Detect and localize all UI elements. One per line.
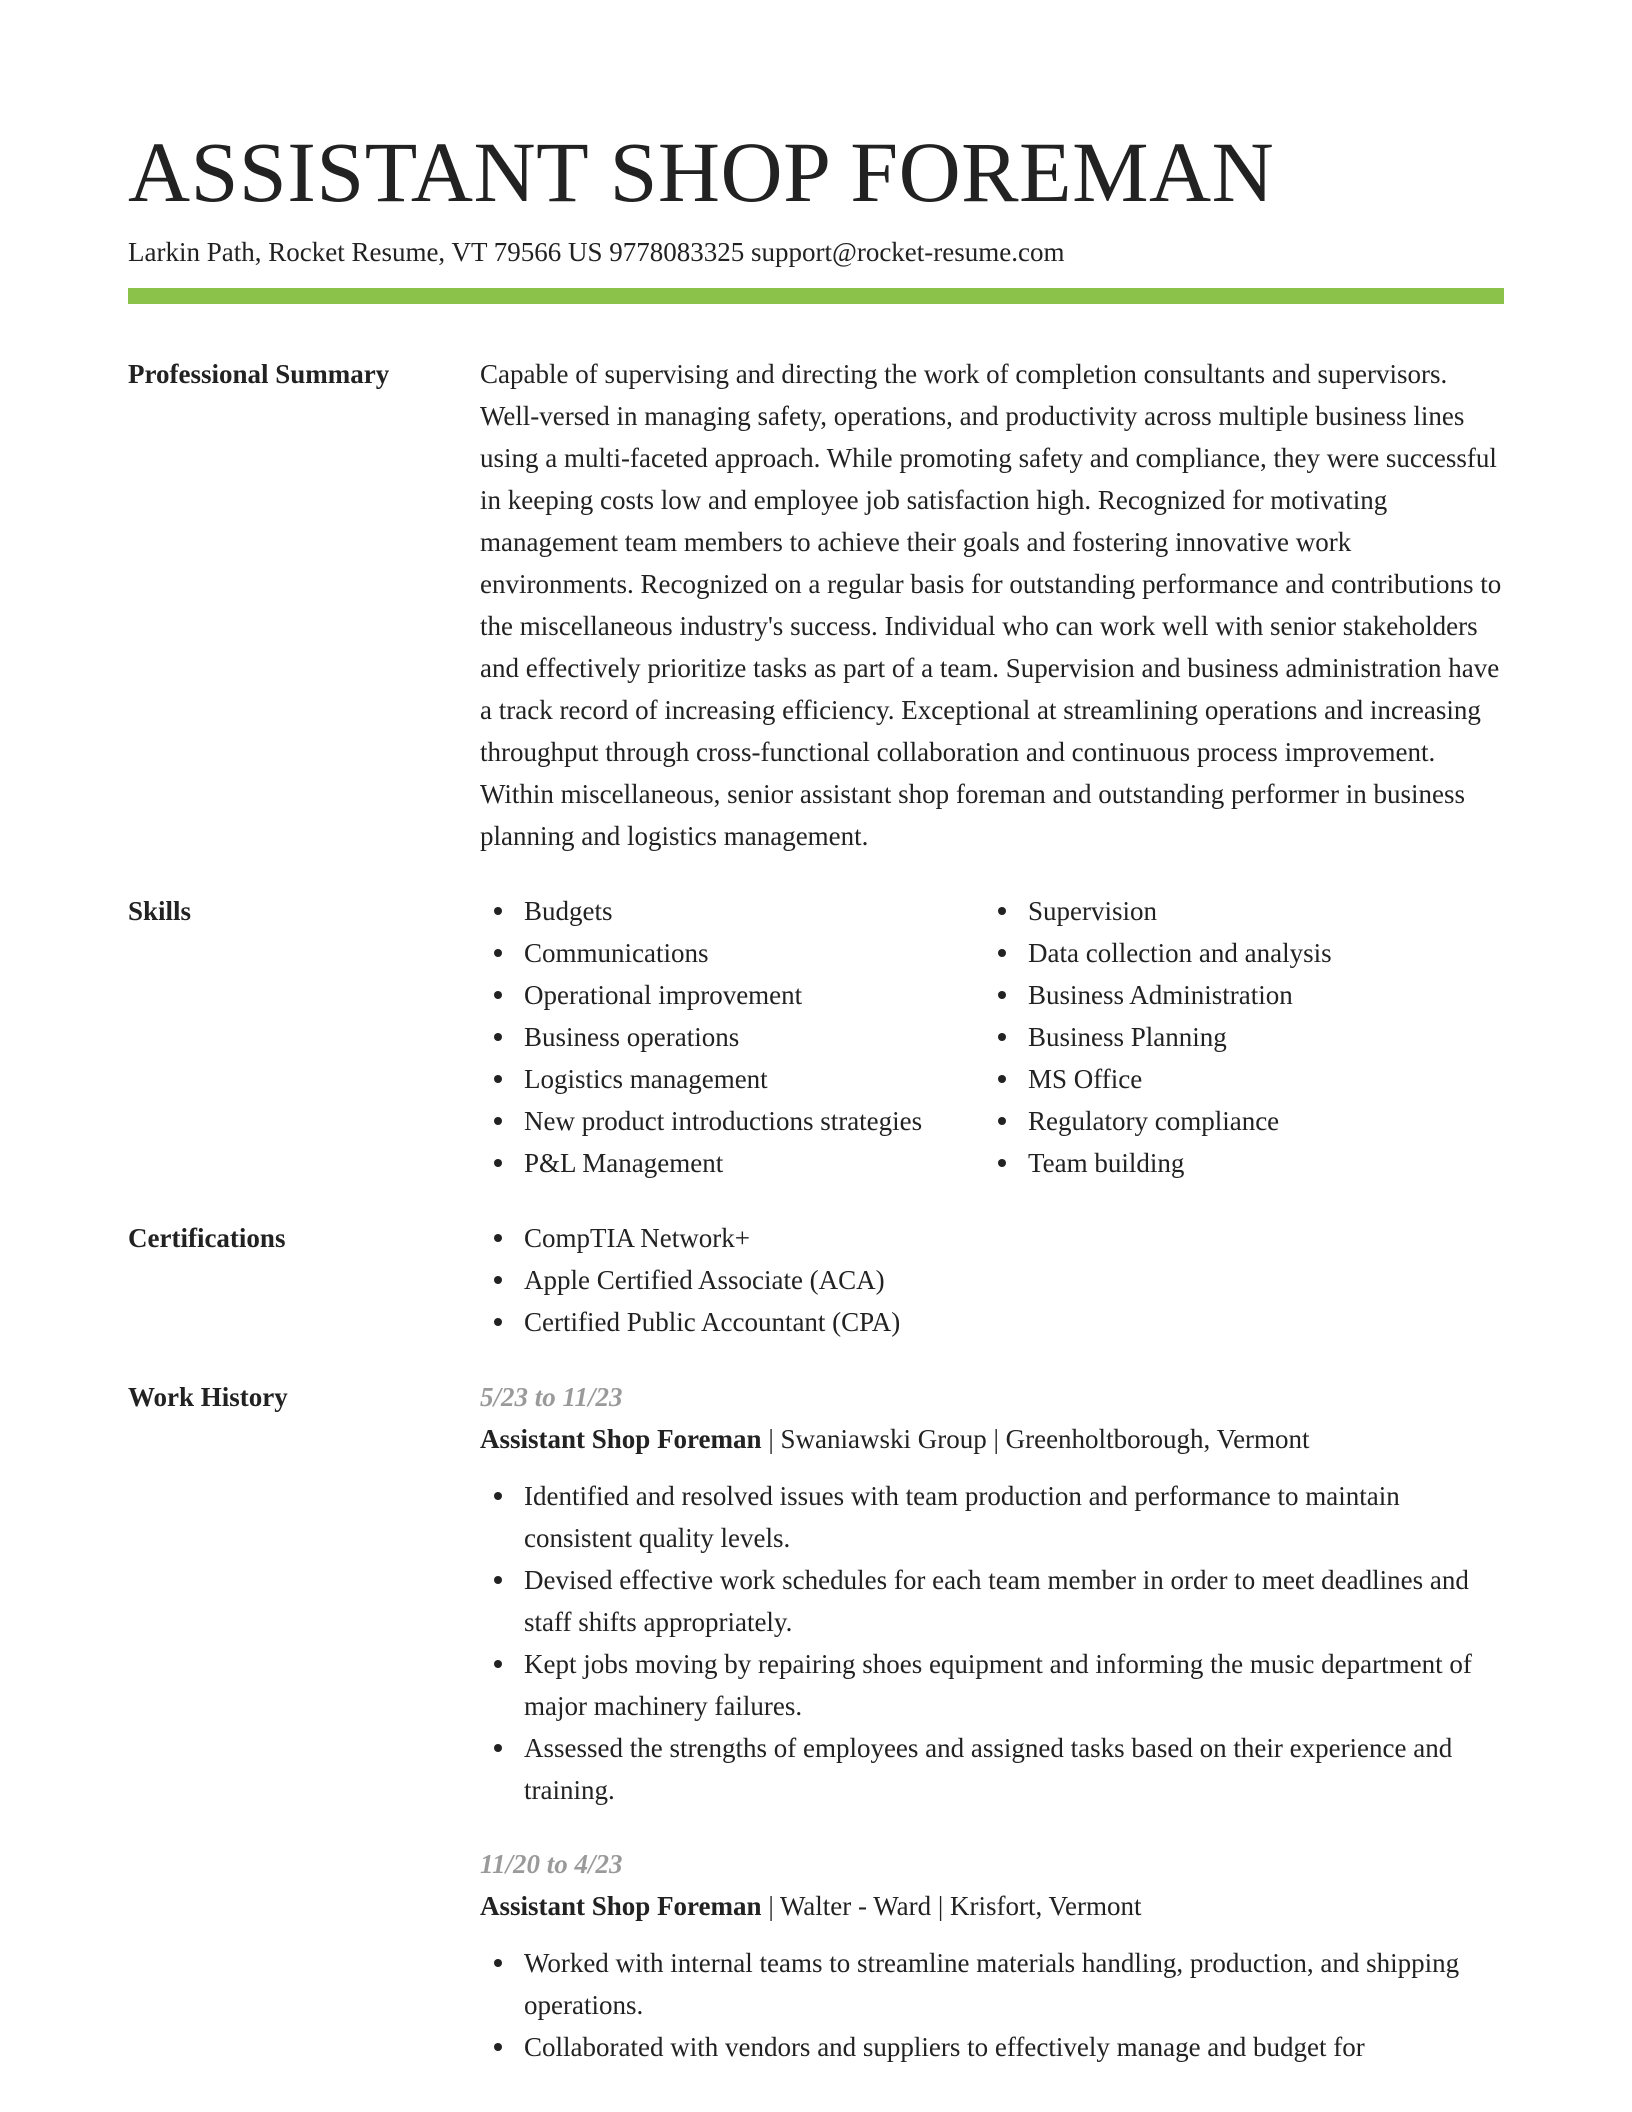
job-employer-location: | Swaniawski Group | Greenholtborough, Vermont [761, 1424, 1310, 1454]
resume-title: ASSISTANT SHOP FOREMAN [128, 124, 1275, 220]
skill-item: Operational improvement [480, 974, 984, 1016]
job-bullet: Collaborated with vendors and suppliers to effectively manage and budget for [480, 2026, 1504, 2068]
job-entry [480, 1376, 1504, 1811]
work-history-section [128, 1376, 1504, 2068]
skill-item: Data collection and analysis [984, 932, 1488, 974]
skill-item: Logistics management [480, 1058, 984, 1100]
skill-item: Regulatory compliance [984, 1100, 1488, 1142]
skill-item: Budgets [480, 890, 984, 932]
summary-text: Capable of supervising and directing the work of completion consultants and supervisors. Well-versed in managing safety, operations, and productivity across multiple business lines using a multi-faceted approach. While promoting safety and compliance, they were successful in keeping costs low and employee job satisfaction high. Recognized for motivating management team members to achieve their goals and fostering innovative work environments. Recognized on a regular basis for outstanding performance and contributions to the miscellaneous industry's success. Individual who can work well with senior stakeholders and effectively prioritize tasks as part of a team. Supervision and business administration have a track record of increasing efficiency. Exceptional at streamlining operations and increasing throughput through cross-functional collaboration and continuous process improvement. Within miscellaneous, senior assistant shop foreman and outstanding performer in business planning and logistics management. [480, 359, 1502, 851]
skill-item: Supervision [984, 890, 1488, 932]
skill-item: Communications [480, 932, 984, 974]
skill-item: Business Planning [984, 1016, 1488, 1058]
job-bullets [480, 1942, 1504, 2068]
section-label: Skills [128, 896, 192, 926]
section-label: Professional Summary [128, 359, 390, 389]
job-heading [480, 1885, 1504, 1927]
skill-item: MS Office [984, 1058, 1488, 1100]
certification-item: Apple Certified Associate (ACA) [480, 1259, 1504, 1301]
skill-item: New product introductions strategies [480, 1100, 984, 1142]
job-bullet: Devised effective work schedules for each team member in order to meet deadlines and staff shifts appropriately. [480, 1559, 1504, 1643]
section-label: Certifications [128, 1223, 286, 1253]
skills-columns [480, 890, 1504, 1184]
skills-list-right [984, 890, 1488, 1184]
professional-summary-section [128, 353, 1504, 857]
resume-page [128, 124, 1504, 2068]
job-title: Assistant Shop Foreman [480, 1424, 762, 1454]
job-bullet: Identified and resolved issues with team production and performance to maintain consistent quality levels. [480, 1475, 1504, 1559]
job-bullets [480, 1475, 1504, 1811]
skills-section [128, 890, 1504, 1184]
certification-item: CompTIA Network+ [480, 1217, 1504, 1259]
skill-item: Team building [984, 1142, 1488, 1184]
skills-list-left [480, 890, 984, 1184]
job-dates: 11/20 to 4/23 [480, 1849, 623, 1879]
section-label: Work History [128, 1382, 288, 1412]
skill-item: Business Administration [984, 974, 1488, 1016]
accent-divider [128, 288, 1504, 304]
job-employer-location: | Walter - Ward | Krisfort, Vermont [761, 1891, 1142, 1921]
certifications-list [480, 1217, 1504, 1343]
certifications-section [128, 1217, 1504, 1343]
job-dates: 5/23 to 11/23 [480, 1382, 623, 1412]
job-bullet: Assessed the strengths of employees and assigned tasks based on their experience and training. [480, 1727, 1504, 1811]
skill-item: Business operations [480, 1016, 984, 1058]
work-history-entries [480, 1376, 1504, 2068]
job-bullet: Kept jobs moving by repairing shoes equipment and informing the music department of major machinery failures. [480, 1643, 1504, 1727]
contact-line: Larkin Path, Rocket Resume, VT 79566 US 9778083325 support@rocket-resume.com [128, 237, 1065, 267]
job-bullet: Worked with internal teams to streamline materials handling, production, and shipping operations. [480, 1942, 1504, 2026]
job-title: Assistant Shop Foreman [480, 1891, 762, 1921]
job-heading [480, 1418, 1504, 1460]
skill-item: P&L Management [480, 1142, 984, 1184]
job-entry [480, 1843, 1504, 2068]
certification-item: Certified Public Accountant (CPA) [480, 1301, 1504, 1343]
